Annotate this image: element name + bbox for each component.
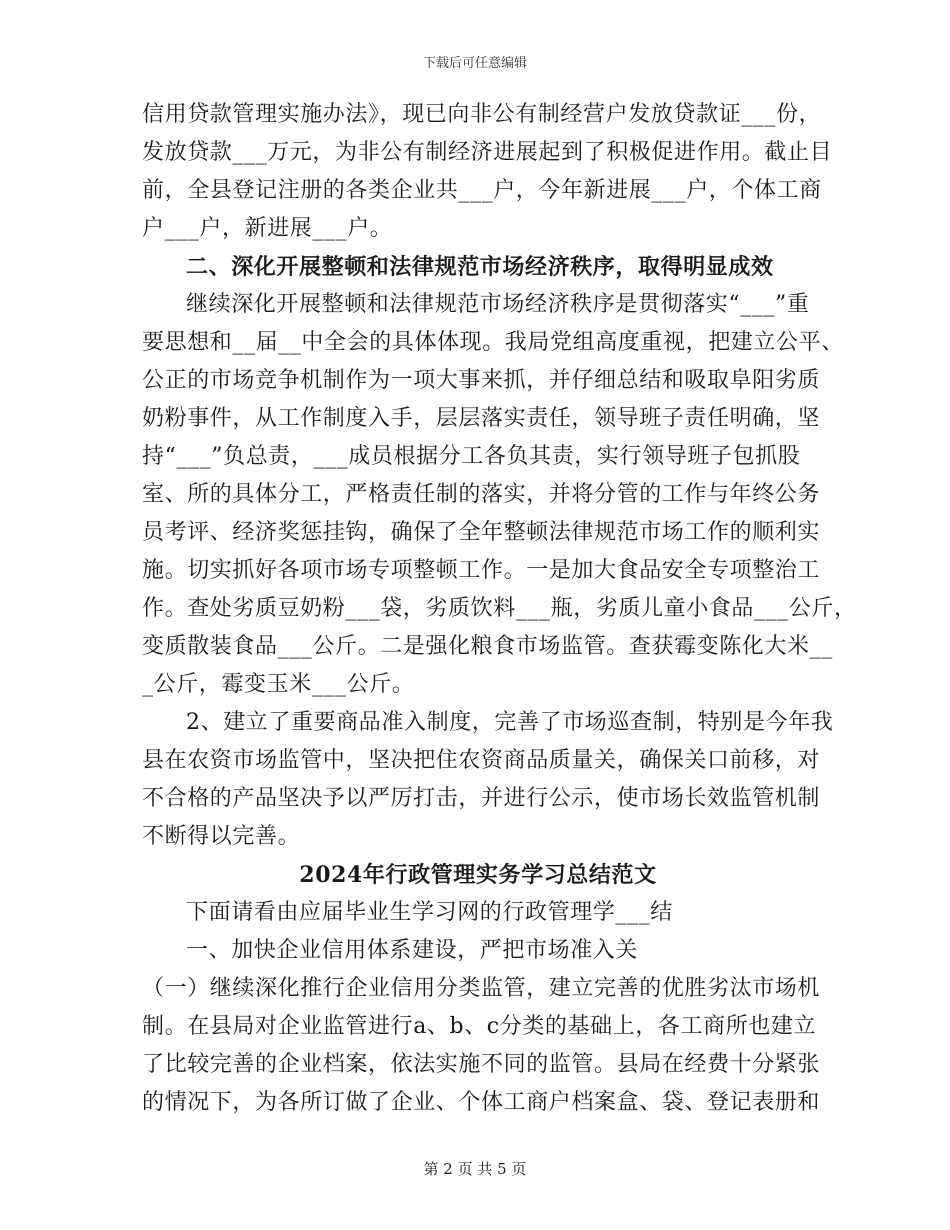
text-line: 施。切实抓好各项市场专项整顿工作。一是加大食品安全专项整治工 [142,558,821,583]
section-heading: 二、深化开展整顿和法律规范市场经济秩序，取得明显成效 [186,254,774,280]
text-line: （一）继续深化推行企业信用分类监管，建立完善的优胜劣汰市场机 [142,976,821,1001]
document-title: 2024年行政管理实务学习总结范文 [299,862,657,888]
text-line: 发放贷款___万元，为非公有制经济进展起到了积极促进作用。截止目 [142,140,833,165]
text-line: 员考评、经济奖惩挂钩，确保了全年整顿法律规范市场工作的顺利实 [142,520,821,545]
text-line: 信用贷款管理实施办法》，现已向非公有制经营户发放贷款证___份， [142,102,822,127]
text-line: 前，全县登记注册的各类企业共___户，今年新进展___户，个体工商 [142,178,822,203]
text-line: 奶粉事件，从工作制度入手，层层落实责任，领导班子责任明确，坚 [142,406,821,431]
text-line: 持“___”负总责，___成员根据分工各负其责，实行领导班子包抓股 [142,444,801,469]
page-header: 下载后可任意编辑 [422,56,527,71]
text-line: 公正的市场竞争机制作为一项大事来抓，并仔细总结和吸取阜阳劣质 [142,368,821,393]
document-body [142,96,857,1122]
text-line: 了比较完善的企业档案，依法实施不同的监管。县局在经费十分紧张 [142,1052,821,1077]
text-line: 室、所的具体分工，严格责任制的落实，并将分管的工作与年终公务 [142,482,821,507]
text-line: 作。查处劣质豆奶粉___袋，劣质饮料___瓶，劣质儿童小食品___公斤， [142,596,857,621]
text-line: 2、建立了重要商品准入制度，完善了市场巡查制，特别是今年我 [186,710,834,735]
text-line: 变质散装食品___公斤。二是强化粮食市场监管。查获霉变陈化大米__ [142,634,833,659]
text-line: 下面请看由应届毕业生学习网的行政管理学___结 [186,900,673,925]
text-line: _公斤，霉变玉米___公斤。 [142,672,415,697]
text-line: 继续深化开展整顿和法律规范市场经济秩序是贯彻落实“___”重 [186,292,810,317]
text-line: 不断得以完善。 [142,824,301,849]
text-line: 县在农资市场监管中，坚决把住农资商品质量关，确保关口前移，对 [142,748,821,773]
section-heading: 一、加快企业信用体系建设，严把市场准入关 [186,938,639,963]
text-line: 不合格的产品坚决予以严厉打击，并进行公示，使市场长效监管机制 [142,786,821,811]
text-line: 的情况下，为各所订做了企业、个体工商户档案盒、袋、登记表册和 [142,1090,821,1115]
text-line: 要思想和__届__中全会的具体体现。我局党组高度重视，把建立公平、 [142,330,844,355]
page-footer: 第 2 页 共 5 页 [423,1160,527,1178]
text-line: 户___户，新进展___户。 [142,216,393,241]
text-line: 制。在县局对企业监管进行a、b、c分类的基础上，各工商所也建立 [142,1014,817,1039]
